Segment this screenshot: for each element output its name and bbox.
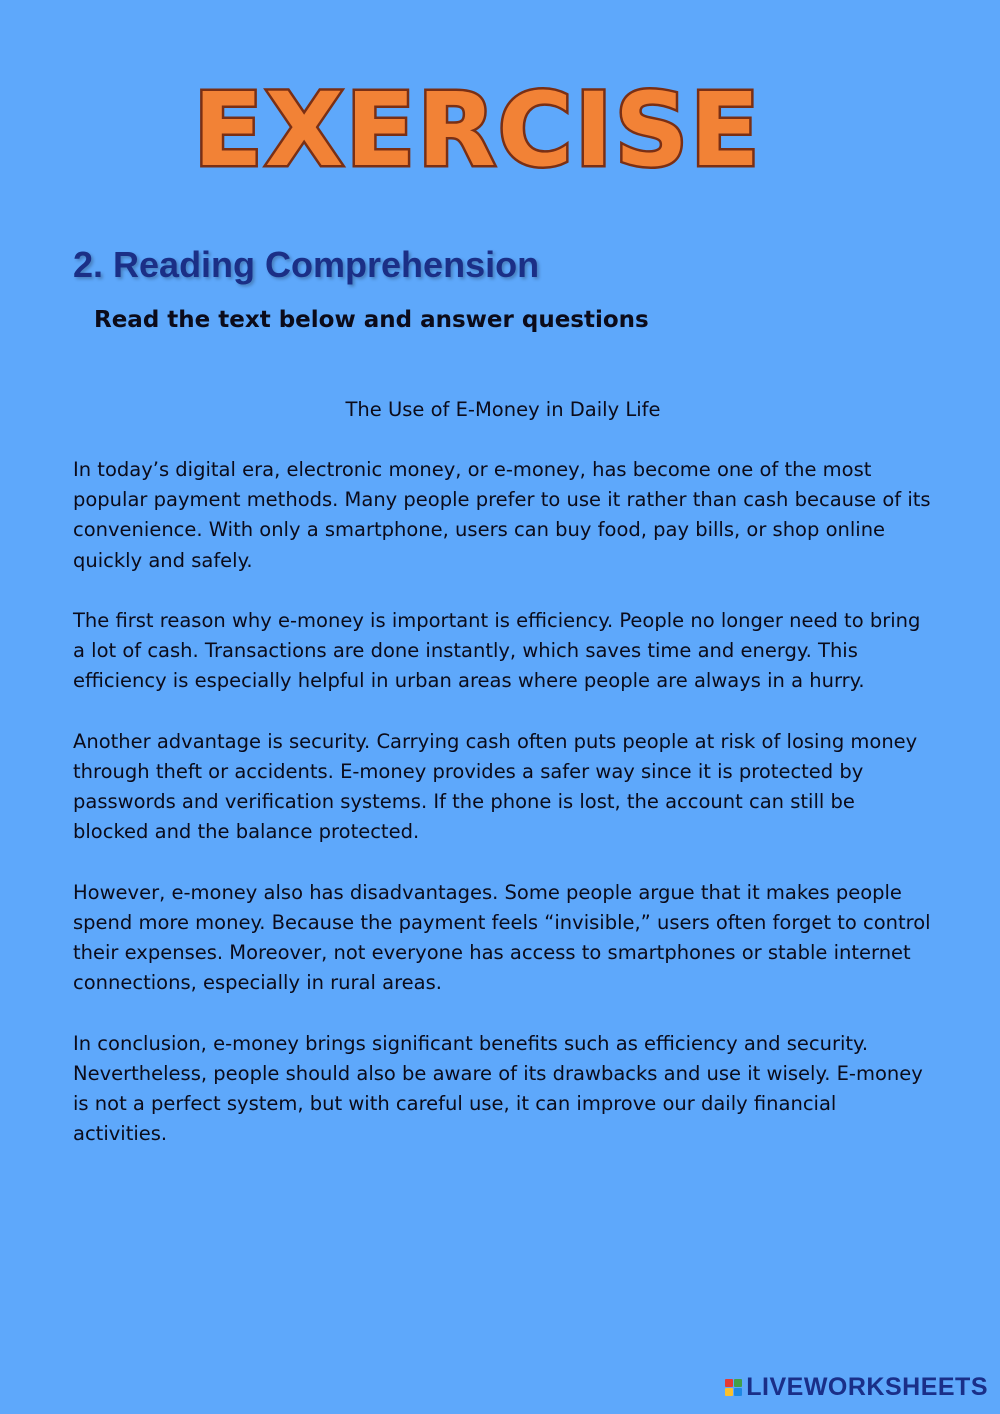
logo-square-green [734, 1379, 742, 1387]
watermark-text: LIVEWORKSHEETS [746, 1373, 988, 1401]
paragraph-5: In conclusion, e-money brings significant benefits such as efficiency and security. Nevertheless, people should also be aware of its drawbacks and use it wisely. E-money is not a perfect system, but with careful use, it can improve our daily financial activities. [73, 1031, 923, 1146]
instruction-text: Read the text below and answer questions [94, 307, 649, 333]
paragraph-4: However, e-money also has disadvantages. Some people argue that it makes people spend more money. Because the payment feels “invisible,” users often forget to control their expenses. Moreover, not everyone has access to smartphones or stable internet connections, especially in rural areas. [73, 880, 931, 995]
section-heading: 2. Reading Comprehension [73, 244, 540, 285]
liveworksheets-watermark [725, 1373, 988, 1402]
exercise-title: EXERCISE [193, 71, 762, 190]
paragraph-3: Another advantage is security. Carrying cash often puts people at risk of losing money through theft or accidents. E-money provides a safer way since it is protected by passwords and verification systems. If the phone is lost, the account can still be blocked and the balance protected. [73, 729, 918, 844]
reading-passage [73, 395, 933, 1180]
paragraph-2: The first reason why e-money is important is efficiency. People no longer need to bring a lot of cash. Transactions are done instantly, which saves time and energy. This efficiency is especially helpful in urban areas where people are always in a hurry. [73, 609, 921, 693]
logo-square-blue [734, 1388, 742, 1396]
liveworksheets-logo-icon [725, 1379, 742, 1396]
reading-title: The Use of E-Money in Daily Life [345, 398, 661, 421]
logo-square-red [725, 1379, 733, 1387]
logo-square-yellow [725, 1388, 733, 1396]
paragraph-1: In today’s digital era, electronic money, or e-money, has become one of the most popular payment methods. Many people prefer to use it rather than cash because of its convenience. With only a smartphone, users can buy food, pay bills, or shop online quickly and safely. [73, 458, 931, 572]
